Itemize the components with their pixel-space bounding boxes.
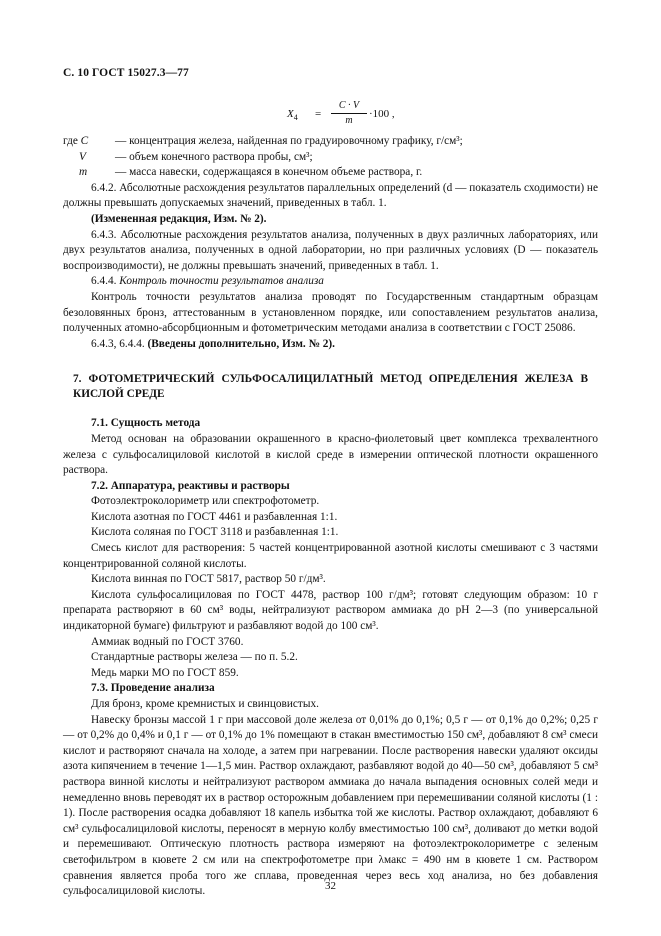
reagent-item: Смесь кислот для растворения: 5 частей концентрированной азотной кислоты смешивают с 3 частями концентрированной соляной кислоты. bbox=[63, 542, 598, 570]
formula-numerator: C · V bbox=[331, 100, 367, 114]
clause-6-4-2: 6.4.2. Абсолютные расхождения результатов параллельных определений (d — показатель сходимости) не должны превышать допускаемых значений, приведенных в табл. 1. bbox=[63, 181, 598, 210]
formula-lhs-sub: 4 bbox=[293, 113, 298, 123]
addition-refs: 6.4.3, 6.4.4. bbox=[91, 337, 145, 350]
formula-equals: = bbox=[315, 108, 322, 120]
reagent-item: Аммиак водный по ГОСТ 3760. bbox=[91, 635, 244, 648]
definition-symbol: V bbox=[79, 150, 86, 163]
clause-title: Контроль точности результатов анализа bbox=[119, 275, 324, 288]
reagent-item: Фотоэлектроколориметр или спектрофотометр. bbox=[91, 495, 320, 508]
definition-text: — концентрация железа, найденная по градуировочному графику, г/см³; bbox=[115, 135, 463, 147]
definition-c bbox=[63, 134, 598, 150]
reagent-item: Стандартные растворы железа — по п. 5.2. bbox=[91, 651, 298, 664]
definition-prefix: где bbox=[63, 135, 81, 147]
section-7-3-text: Навеску бронзы массой 1 г при массовой доле железа от 0,01% до 0,1%; 0,5 г — от 0,1% до 0,2%; 0,25 г — от 0,2% до 0,4% и 0,1 г — от 0,1% до 1% помещают в стакан вместимостью 150 см³, добавляют 8 см³ смеси кислот и растворяют сначала на холоде, а затем при нагревании. После растворения навески удаляют оксиды азота кипячением в течение 1—1,5 мин. Раствор охлаждают, разбавляют водой до 40—50 см³, добавляют 5 см³ раствора винной кислоты и нейтрализуют раствором аммиака до начала выпадения основных солей меди и немедленно вновь переводят их в раствор осторожным добавлением при перемешивании соляной кислоты (1 : 1). После растворения осадка добавляют 18 капель избытка той же кислоты. Раствор охлаждают, добавляют 6 см³ сульфосалициловой кислоты, переносят в мерную колбу вместимостью 100 см³, доливают до метки водой и перемешивают. Оптическую плотность раствора измеряют на фотоэлектроколориметре с зеленым светофильтром в кювете 2 см или на спектрофотометре при λмакс = 490 нм в кювете 1 см. Раствором сравнения является проба того же сплава, проведенная через весь ход анализа, но без добавления сульфосалициловой кислоты. bbox=[63, 713, 598, 898]
formula-lhs-var: X bbox=[287, 108, 294, 120]
section-7-2-title: 7.2. Аппаратура, реактивы и растворы bbox=[91, 479, 290, 492]
section-7-3-intro: Для бронз, кроме кремнистых и свинцовистых. bbox=[91, 698, 319, 710]
page-header: С. 10 ГОСТ 15027.3—77 bbox=[63, 67, 189, 79]
reagent-item: Медь марки МО по ГОСТ 859. bbox=[91, 666, 239, 679]
clause-6-4-3: 6.4.3. Абсолютные расхождения результатов анализа, полученных в двух различных лабораториях, или двух результатов анализа, полученных в одной лаборатории, но при различных условиях (D — показатель воспроизводимости), не должны превышать значений, приведенных в табл. 1. bbox=[63, 228, 598, 272]
addition-text: (Введены дополнительно, Изм. № 2). bbox=[147, 337, 335, 350]
reagent-item: Кислота сульфосалициловая по ГОСТ 4478, раствор 100 г/дм³; готовят следующим образом: 10 г препарата растворяют в 60 см³ воды, нейтрализуют раствором аммиака до pH 2—3 (по универсальной индикаторной бумаге) фильтруют и разбавляют водой до 100 см³. bbox=[63, 588, 598, 633]
definition-text: — объем конечного раствора пробы, см³; bbox=[115, 150, 313, 163]
body-text bbox=[63, 134, 598, 900]
reagent-item: Кислота винная по ГОСТ 5817, раствор 50 г/дм³. bbox=[91, 573, 326, 586]
formula-fraction bbox=[331, 100, 367, 127]
definition-m bbox=[63, 165, 598, 181]
section-7-3-title: 7.3. Проведение анализа bbox=[91, 682, 215, 695]
clause-6-4-4-heading bbox=[63, 274, 598, 290]
section-7-heading: 7. ФОТОМЕТРИЧЕСКИЙ СУЛЬФОСАЛИЦИЛАТНЫЙ МЕТОД ОПРЕДЕЛЕНИЯ ЖЕЛЕЗА В КИСЛОЙ СРЕДЕ bbox=[73, 373, 588, 401]
formula-lhs bbox=[287, 107, 298, 126]
addition-note bbox=[63, 337, 598, 353]
reagent-item: Кислота азотная по ГОСТ 4461 и разбавленная 1:1. bbox=[91, 510, 338, 523]
clause-number: 6.4.4. bbox=[91, 275, 117, 288]
formula-x4 bbox=[287, 100, 437, 128]
definition-text: — масса навески, содержащаяся в конечном объеме раствора, г. bbox=[115, 166, 423, 179]
definition-symbol: m bbox=[79, 166, 88, 179]
page-number: 32 bbox=[325, 880, 336, 892]
definition-symbol: C bbox=[80, 135, 89, 147]
section-7-1-title: 7.1. Сущность метода bbox=[91, 417, 201, 430]
section-7-1-text: Метод основан на образовании окрашенного в красно-фиолетовый цвет комплекса трехвалентного железа с сульфосалициловой кислотой в кислой среде в измерении оптической плотности окрашенного раствора. bbox=[63, 432, 598, 477]
formula-definitions bbox=[63, 134, 598, 181]
clause-6-4-4-text: Контроль точности результатов анализа проводят по Государственным стандартным образцам безоловянных бронз, аттестованным в установленном порядке, или сопоставлением результатов анализа, полученных атомно-абсорбционным и фотометрическим методами анализа в соответствии с ГОСТ 25086. bbox=[63, 290, 598, 335]
edition-note-6-4-2: (Измененная редакция, Изм. № 2). bbox=[91, 212, 267, 225]
definition-v bbox=[63, 150, 598, 166]
reagent-item: Кислота соляная по ГОСТ 3118 и разбавленная 1:1. bbox=[91, 526, 339, 539]
formula-denominator: m bbox=[345, 115, 353, 126]
formula-multiplier: ·100 , bbox=[369, 108, 395, 120]
